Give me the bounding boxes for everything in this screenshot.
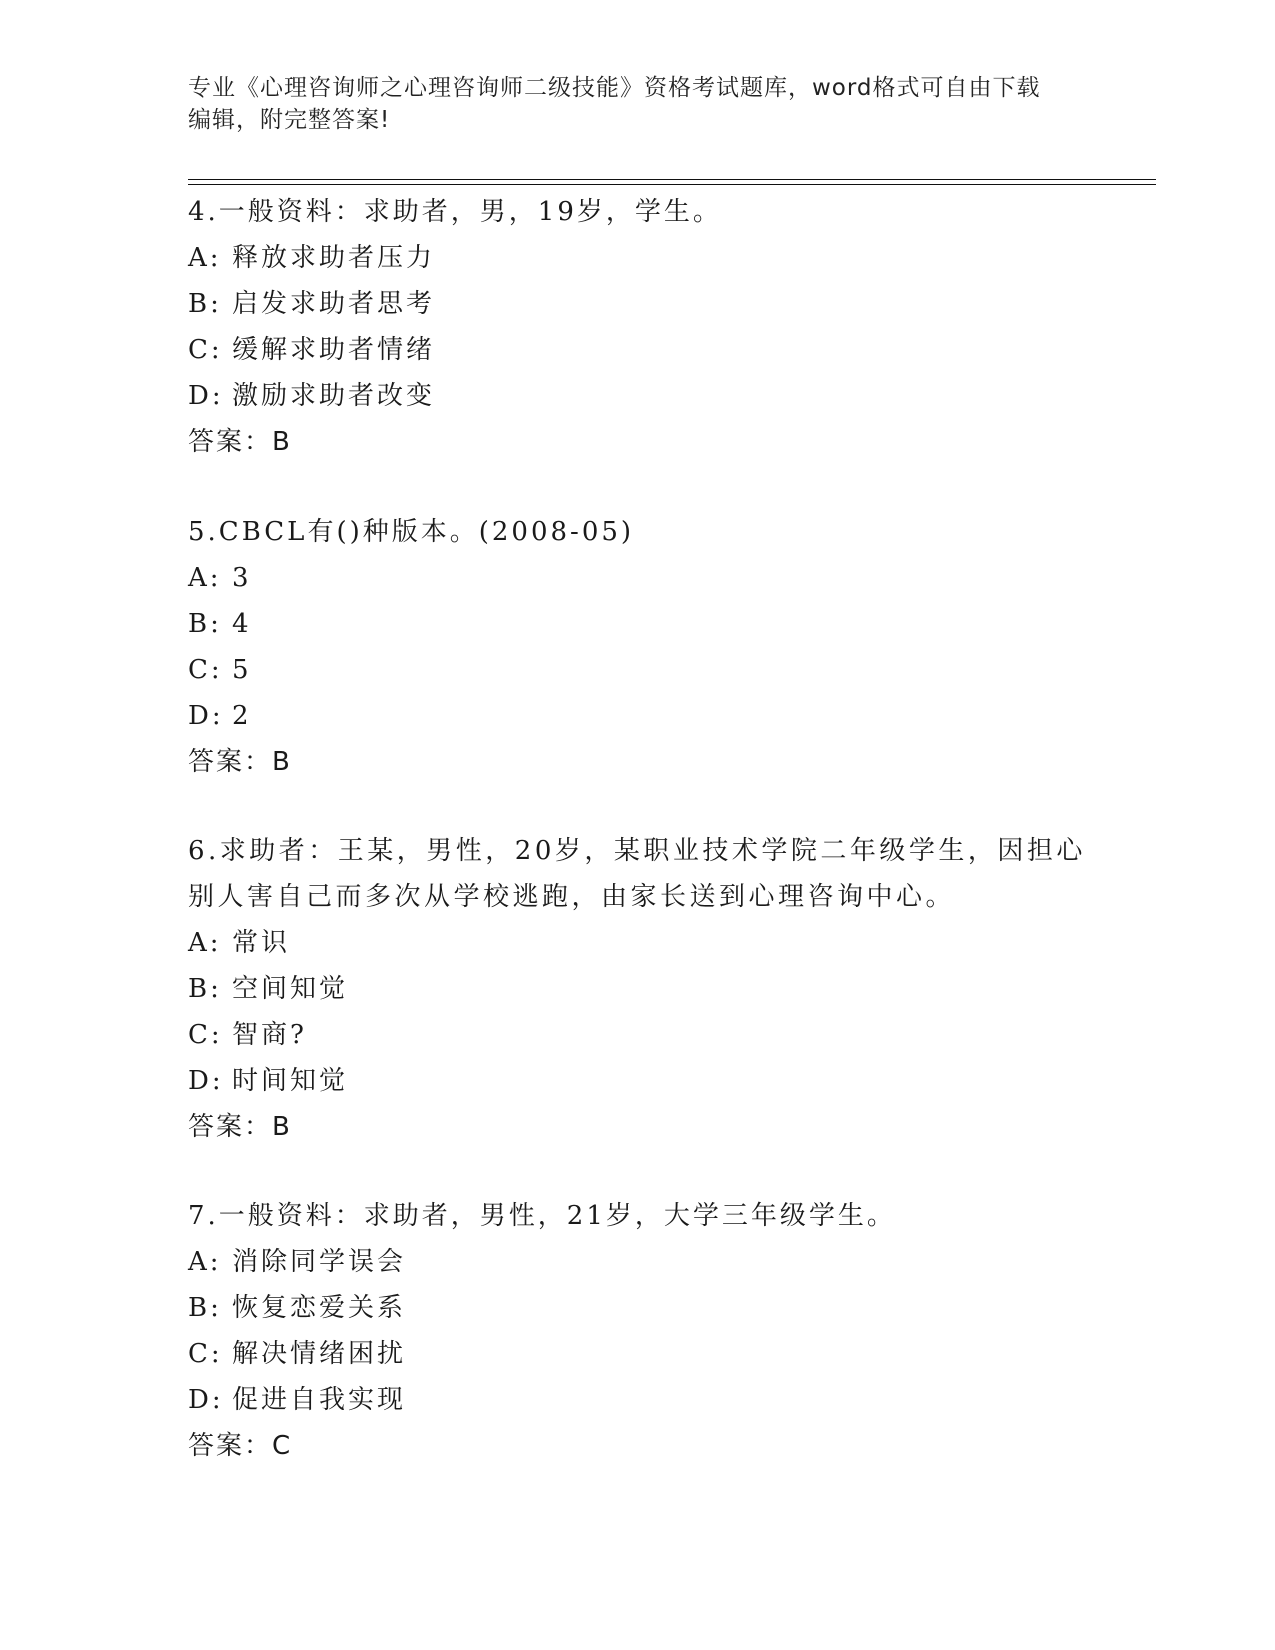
- question-5: [188, 509, 1088, 785]
- option-key: D:: [188, 701, 224, 731]
- option-text: 促进自我实现: [232, 1385, 407, 1415]
- option-text: 恢复恋爱关系: [232, 1293, 407, 1323]
- option-key: D:: [188, 1066, 224, 1096]
- option-b: [188, 1285, 1088, 1331]
- option-d: [188, 1058, 1088, 1104]
- option-c: [188, 1331, 1088, 1377]
- option-d: [188, 693, 1088, 739]
- option-a: [188, 920, 1088, 966]
- answer-label: 答案：B: [188, 747, 292, 777]
- option-b: [188, 966, 1088, 1012]
- option-a: [188, 555, 1088, 601]
- option-d: [188, 1377, 1088, 1423]
- option-text: 时间知觉: [232, 1066, 349, 1096]
- question-stem-continued: 别人害自己而多次从学校逃跑，由家长送到心理咨询中心。: [188, 882, 956, 912]
- option-text: 2: [232, 701, 252, 731]
- option-key: A:: [188, 563, 222, 593]
- option-text: 释放求助者压力: [232, 243, 436, 273]
- option-text: 4: [232, 609, 252, 639]
- option-key: B:: [188, 289, 222, 319]
- option-c: [188, 647, 1088, 693]
- header-line-1: 专业《心理咨询师之心理咨询师二级技能》资格考试题库，word格式可自由下载: [188, 75, 1041, 101]
- option-text: 消除同学误会: [232, 1247, 407, 1277]
- option-key: C:: [188, 335, 223, 365]
- question-stem: 4.一般资料：求助者，男，19岁，学生。: [188, 197, 722, 227]
- option-text: 激励求助者改变: [232, 381, 436, 411]
- option-key: A:: [188, 1247, 222, 1277]
- option-key: C:: [188, 1020, 223, 1050]
- option-a: [188, 235, 1088, 281]
- option-b: [188, 601, 1088, 647]
- option-key: D:: [188, 381, 224, 411]
- option-key: B:: [188, 974, 222, 1004]
- option-c: [188, 327, 1088, 373]
- option-b: [188, 281, 1088, 327]
- header-line-2: 编辑，附完整答案!: [188, 107, 391, 133]
- option-a: [188, 1239, 1088, 1285]
- document-header: [188, 72, 1088, 136]
- option-key: D:: [188, 1385, 224, 1415]
- option-text: 3: [232, 563, 252, 593]
- question-stem: 6.求助者：王某，男性，20岁，某职业技术学院二年级学生，因担心: [188, 836, 1086, 866]
- option-key: B:: [188, 609, 222, 639]
- option-d: [188, 373, 1088, 419]
- option-c: [188, 1012, 1088, 1058]
- question-6: [188, 828, 1088, 1150]
- option-key: A:: [188, 928, 222, 958]
- option-text: 空间知觉: [232, 974, 349, 1004]
- question-4: [188, 189, 1088, 465]
- header-divider-top: [188, 179, 1156, 180]
- answer-label: 答案：B: [188, 1112, 292, 1142]
- option-text: 缓解求助者情绪: [232, 335, 436, 365]
- answer-label: 答案：C: [188, 1431, 293, 1461]
- question-7: [188, 1193, 1088, 1469]
- option-text: 智商?: [232, 1020, 307, 1050]
- question-stem: 7.一般资料：求助者，男性，21岁，大学三年级学生。: [188, 1201, 896, 1231]
- header-divider-bottom: [188, 184, 1156, 185]
- option-text: 启发求助者思考: [232, 289, 436, 319]
- option-key: C:: [188, 1339, 223, 1369]
- option-key: B:: [188, 1293, 222, 1323]
- option-key: C:: [188, 655, 223, 685]
- option-text: 解决情绪困扰: [232, 1339, 407, 1369]
- question-stem: 5.CBCL有()种版本。(2008-05): [188, 517, 635, 547]
- option-text: 5: [232, 655, 252, 685]
- option-text: 常识: [232, 928, 291, 958]
- answer-label: 答案：B: [188, 427, 292, 457]
- option-key: A:: [188, 243, 222, 273]
